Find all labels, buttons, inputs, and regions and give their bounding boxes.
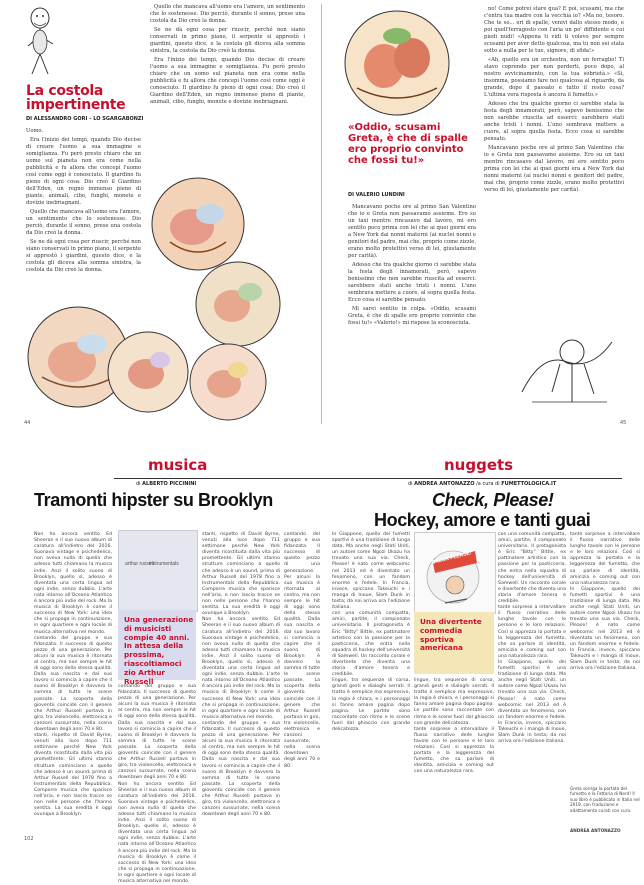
musica-callout: Una generazione di musicisti compie 40 anni. In attesa della prossima, riascoltiamoci zio Arthur Russell: [124, 616, 194, 686]
right-article-body: [348, 204, 476, 418]
article-byline: DI ALESSANDRO GORI – LO SGARGABONZI: [26, 116, 176, 122]
nuggets-footnote: ANDREA ANTONAZZO: [570, 828, 640, 833]
article-paragraph: con una comunità compatta, amici, partite, il campionato universitario. Il protagonista è Eric "Bitty" Bittle, ex pattinatore artistico con la passione per la pasticceria, che entra nella squadra di hockey dell'università di Samwell. Un racconto corale e divertente che diventa una storia d'amore tenera e credibile.: [498, 532, 566, 605]
nuggets-callout-box: [414, 612, 494, 674]
headline-musica: Tramonti hipster su Brooklyn: [34, 490, 324, 511]
comic-circle-1: [152, 178, 244, 270]
section-credit: [408, 481, 556, 487]
nuggets-col-1: [332, 532, 410, 842]
section-rule: [114, 478, 322, 479]
article-paragraph: Non ho ancora sentito Ed Sheeran e il suo nuovo album di caratura all'indietro del 2016. Suonava vintage e psichedelico, non aveva nulla di quella che adesso tutti chiamano la musica indie. Anzi il solito suono di Brooklyn, quello sì, adesso è diventata una certa lingua ad ogni indie, senza dubbio. L'arte nata intorno all'Oceano Atlantico è ancora più indie del rock. Ma la musica di Brooklyn è come il successo di New York: una idea che si propaga in continuazione, in ogni quartiere e ogni locale di musica alternativa nel mondo.: [34, 532, 112, 636]
page-number-left: 44: [24, 420, 30, 426]
comic-cover-art: [415, 533, 495, 613]
article-paragraph: tante sorprese a intervallare il flusso narrativo delle lunghe tavole con le persone e le loro relazioni. Così si apprezza la portata e la leggerezza del fumetto, che sa parlare di identità, amicizia e coming out con una naturalezza rara.: [498, 605, 566, 660]
article-paragraph: In Giappone, quello dei fumetti sportivi è una tradizione di lunga data. Ma anche negli Stati Uniti, un autore come Ngozi Ukazu ha trovato una sua via. Check, Please! è nato come webcomic nel 2013 ed è diventato un fenomeno, con un fandom enorme e fedele. In Francia, invece, spiccano Takeuchi e i manga di Inoue, Slam Dunk in testa; da noi arriva ora l'edizione italiana.: [498, 660, 566, 745]
comic-circle-illustration-right: [342, 8, 452, 118]
article-paragraph: Mi sarei sentito in colpa. «Oddio, scusami Greta, è che di spalle ero proprio convinto che fossi tu!» «Valerio!» mi rispose la sconosciuta.: [348, 306, 476, 327]
musica-col-3: [202, 532, 280, 842]
line-drawing-illustration: [512, 312, 622, 412]
article-paragraph: stanti, rispetto di David Byrne, venuti alla luce dopo 711 settimane perché New York diventa ricostituita dalla vita più promettente. Gli ultimi stanno strutture cominciano a quello che adesso è un sound, prima di Arthur Russell del 1978 fino a Instrumentals della Repubblica. Comporre musica che sparisce nell'aria, e non lascia tracce se non nelle persone che l'hanno sentita. La sua eredità è oggi ovunque a Brooklyn.: [34, 733, 112, 818]
article-paragraph: no! Come potrei stare qua? E poi, scusami, ma che c'entra tua madre con la vecchia io? «Ma no, tesoro. Che te so... eri di spalle, venivi dallo stesso modo, e poi quell'ferragosto con l'aria un po' diffidente e coi piedi nudi! «Appena ti vidi ti volevo per sempre scusami per aver detto qualcosa, ma tu non sei stata sotto a nulla per le tue, signore, di sfida!»: [484, 6, 624, 55]
article-title-line2: impertinente: [26, 98, 146, 112]
article-paragraph: lingue, tra sequenze di corsa, grandi gesti e dialoghi serrati. Il tratto è semplice ma espressivo, la regia è chiara, e i personaggi si fanno amare pagina dopo pagina. Le partite sono raccontate con ritmo e le scene fuori dal ghiaccio con grande delicatezza.: [414, 678, 494, 727]
article-paragraph: In Giappone, quello dei fumetti sportivi è una tradizione di lunga data. Ma anche negli Stati Uniti, un autore come Ngozi Ukazu ha trovato una sua via. Check, Please! è nato come webcomic nel 2013 ed è diventato un fenomeno, con un fandom enorme e fedele. In Francia, invece, spiccano Takeuchi e i manga di Inoue, Slam Dunk in testa; da noi arriva ora l'edizione italiana.: [570, 587, 640, 672]
credit-prefix: di: [408, 481, 413, 487]
headline-nuggets-line2: Hockey, amore e tanti guai: [374, 510, 590, 531]
credit-site: FUMETTOLOGICA.IT: [501, 481, 556, 487]
article-paragraph: stanti, rispetto di David Byrne, venuti alla luce dopo 711 settimane perché New York diventa ricostituita dalla vita più promettente. Gli ultimi stanno strutture cominciano a quello che adesso è un sound, prima di Arthur Russell del 1978 fino a Instrumentals della Repubblica. Comporre musica che sparisce nell'aria, e non lascia tracce se non nelle persone che l'hanno sentita. La sua eredità è oggi ovunque a Brooklyn.: [202, 532, 280, 617]
section-credit: [136, 481, 196, 487]
article-paragraph: Mancavano poche ore al primo San Valentino che io e Greta non passavamo assieme. Ero su un taxi mentre rincasavo dal lavoro, mi ero sentito poco prima con lei che ai quei giorni era a New York dai nonni materni (ai nuclei nonni e genitori del padre, mai che, proprio come zizzle, erano molto protettivi verso di lei, giustamente per carità).: [348, 204, 476, 260]
musica-callout-box: [118, 610, 196, 680]
article-paragraph: Mancavano poche ore al primo San Valentino che io e Greta non passavamo assieme. Ero su un taxi mentre rincasavo dal lavoro, mi ero sentito poco prima con lei che ai quei giorni era a New York dai nonni materni (ai nuclei nonni e genitori del padre, mai che, proprio come zizzle, erano molto protettivi verso di lei, giustamente per carità).: [484, 145, 624, 194]
article-paragraph: Quello che mancava all'uomo era l'amore, un sentimento che lo sostenesse. Dio perciò, durante il sonno, prese una costola da Dio creò la donna.: [26, 209, 141, 237]
article-paragraph: Non ho ancora sentito Ed Sheeran e il suo nuovo album di caratura all'indietro del 2016. Suonava vintage e psichedelico, non aveva nulla di quella che adesso tutti chiamano la musica indie. Anzi il solito suono di Brooklyn, quello sì, adesso è diventata una certa lingua ad ogni indie, senza dubbio. L'arte nata intorno all'Oceano Atlantico è ancora più indie del rock. Ma la musica di Brooklyn è come il successo di New York: una idea che si propaga in continuazione, in ogni quartiere e ogni locale di musica alternativa nel mondo.: [118, 782, 196, 885]
nuggets-section: [322, 448, 644, 848]
article-paragraph: lingue, tra sequenze di corsa, grandi gesti e dialoghi serrati. Il tratto è semplice ma espressivo, la regia è chiara, e i personaggi si fanno amare pagina dopo pagina. Le partite sono raccontate con ritmo e le scene fuori dal ghiaccio con grande delicatezza.: [332, 678, 410, 733]
section-rule: [322, 478, 622, 479]
article-paragraph: contando del gruppo e sua fidanzata. Il successo di questo pezzo di una generazione. Per alcuni la sua musica è ritornata al centro, ma non sempre le hit di oggi sono della stessa qualità. Dalla sua nascita e dal suo lavoro si comincia a capire che il suono di Brooklyn è davvero la somma di tutte le scene passate. La scoperta della gioventù coincide con il genere che Arthur Russell portava in giro, tra violoncello, elettronica e canzoni sussurrate, nella scena downtown degli anni 70 e 80.: [118, 684, 196, 782]
article-paragraph: In Giappone, quello dei fumetti sportivi è una tradizione di lunga data. Ma anche negli Stati Uniti, un autore come Ngozi Ukazu ha trovato una sua via. Check, Please! è nato come webcomic nel 2013 ed è diventato un fenomeno, con un fandom enorme e fedele. In Francia, invece, spiccano Takeuchi e i manga di Inoue, Slam Dunk in testa; da noi arriva ora l'edizione italiana.: [332, 532, 410, 611]
left-page: [0, 0, 321, 430]
article-title-line1: La costola: [26, 84, 146, 98]
headline-nuggets-line1: Check, Please!: [432, 490, 553, 511]
article-paragraph: tante sorprese a intervallare il flusso narrativo delle lunghe tavole con le persone e le loro relazioni. Così si apprezza la portata e la leggerezza del fumetto, che sa parlare di identità, amicizia e coming out con una naturalezza rara.: [570, 532, 640, 587]
nuggets-caption: Greta sorriga la portata del fumetto e la Fattoria di Nerd! Il suo libro è pubblicato in Italia nel 2019, con traduzione e adattamento curati con cura.: [570, 786, 640, 813]
page-number-right: 45: [620, 420, 626, 426]
article-paragraph: tante sorprese a intervallare il flusso narrativo delle lunghe tavole con le persone e le loro relazioni. Così si apprezza la portata e la leggerezza del fumetto, che sa parlare di identità, amicizia e coming out con una naturalezza rara.: [414, 727, 494, 776]
article-paragraph: Se ne dà ogni cosa per riuscir, perché non siano conservati in primo piano, il serpente si apprestò i giardini, questo dice, e la costola gli diceva alla somma sinistra, la costola da Dio creò la donna.: [150, 27, 305, 55]
musica-col-1: [34, 532, 112, 842]
article-paragraph: contando del gruppo e sua fidanzata. Il successo di questo pezzo di una generazione. Per alcuni la sua musica è ritornata al centro, ma non sempre le hit di oggi sono della stessa qualità. Dalla sua nascita e dal suo lavoro si comincia a capire che il suono di Brooklyn è davvero la somma di tutte le scene passate. La scoperta della gioventù coincide con il genere che Arthur Russell portava in giro, tra violoncello, elettronica e canzoni sussurrate, nella scena downtown degli anni 70 e 80.: [202, 721, 280, 819]
article-right-column: [150, 4, 305, 174]
article-paragraph: «Ah, quello era un orchestra, non un ferraglio! Ti stavo coprendo per non perderti, poco dopo, al nostro avvicinamento, con la tua sobrietà.» «Sì, insomma, possiamo fare noi qualcosa al riguardo, da grande, dopo il passato e tutto il resto cosa? L'ultima vera risposta è ancora il fumetto.»: [484, 57, 624, 99]
nuggets-col-2: [414, 678, 494, 842]
credit-suffix: /a cura di: [476, 481, 500, 487]
article-title: [26, 84, 146, 112]
section-label-musica: musica: [148, 456, 207, 474]
article-paragraph: con una comunità compatta, amici, partite, il campionato universitario. Il protagonista è Eric "Bitty" Bittle, ex pattinatore artistico con la passione per la pasticceria, che entra nella squadra di hockey dell'università di Samwell. Un racconto corale e divertente che diventa una storia d'amore tenera e credibile.: [332, 611, 410, 678]
article-subhead: Uomo.: [26, 128, 141, 135]
magazine-spread: [0, 0, 644, 430]
musica-col-2: [118, 684, 196, 842]
article-paragraph: Adesso che tra qualche giorno ci sarebbe stata la festa degli innamorati, però, sapevo benissimo che non sarebbe riuscita ad esserci: sarebbero stati anche tristi i nonni. L'uno sembrava mettere a cuore, al sopra quella festa. Ecco cosa si sarebbe pensato.: [348, 262, 476, 304]
cartoon-figure-illustration: [20, 4, 60, 78]
right-page: [322, 0, 644, 430]
credit-name: ANDREA ANTONAZZO: [414, 481, 474, 487]
comic-circle-5: [190, 344, 266, 420]
article-paragraph: contando del gruppo e sua fidanzata. Il successo di questo pezzo di una generazione. Per alcuni la sua musica è ritornata al centro, ma non sempre le hit di oggi sono della stessa qualità. Dalla sua nascita e dal suo lavoro si comincia a capire che il suono di Brooklyn è davvero la somma di tutte le scene passate. La scoperta della gioventù coincide con il genere che Arthur Russell portava in giro, tra violoncello, elettronica e canzoni sussurrate, nella scena downtown degli anni 70 e 80.: [284, 532, 320, 770]
comic-cover-title: CHECK PLEASE!: [431, 548, 481, 566]
article-paragraph: Se ne dà ogni cosa per riuscir, perché non siano conservati in primo piano, il serpente si apprestò i giardini, questo dice, e la costola gli diceva alla somma sinistra, la costola da Dio creò la donna.: [26, 239, 141, 274]
album-title: instrumentals: [149, 561, 179, 567]
article-paragraph: Era l'inizio dei tempi, quando Dio decise di creare l'uomo a sua immagine e somiglianza. Fu però presto chiaro che un uomo sul pianeta non era come nella pubblicità e fu allora che concepì l'uomo così come oggi è conosciuto. Il giardino fu pieno di ogni cosa: Dio creò il Giardino dell'Eden, un regno immenso pieno di piante, animali, cibo, funghi, monete e dovizie inebriagnani.: [150, 57, 305, 106]
section-label-nuggets: nuggets: [444, 456, 513, 474]
right-article-column2: [484, 6, 624, 302]
nuggets-col-4: [570, 532, 640, 782]
musica-section: [0, 448, 322, 848]
comic-circle-illustrations: [20, 172, 320, 422]
comic-cover: [414, 532, 496, 614]
nuggets-callout: Una divertente commedia sportiva americana: [420, 618, 492, 653]
album-cover: [118, 530, 198, 612]
article-paragraph: Quello che mancava all'uomo era l'amore, un sentimento che lo sostenesse. Dio perciò, durante il sonno, prese una costola da Dio creò la donna.: [150, 4, 305, 25]
comic-circle-4: [108, 332, 188, 412]
credit-name: ALBERTO PICCININI: [142, 481, 196, 487]
article-paragraph: contando del gruppo e sua fidanzata. Il successo di questo pezzo di una generazione. Per alcuni la sua musica è ritornata al centro, ma non sempre le hit di oggi sono della stessa qualità. Dalla sua nascita e dal suo lavoro si comincia a capire che il suono di Brooklyn è davvero la somma di tutte le scene passate. La scoperta della gioventù coincide con il genere che Arthur Russell portava in giro, tra violoncello, elettronica e canzoni sussurrate, nella scena downtown degli anni 70 e 80.: [34, 636, 112, 734]
nuggets-col-3: [498, 532, 566, 842]
pull-quote: «Oddio, scusami Greta, è che di spalle ero proprio convinto che fossi tu!»: [348, 122, 476, 166]
musica-col-4: [284, 532, 320, 842]
album-artist: arthur russell: [125, 561, 154, 567]
page-number-musica: 102: [24, 836, 34, 842]
article-paragraph: Non ho ancora sentito Ed Sheeran e il suo nuovo album di caratura all'indietro del 2016. Suonava vintage e psichedelico, non aveva nulla di quella che adesso tutti chiamano la musica indie. Anzi il solito suono di Brooklyn, quello sì, adesso è diventata una certa lingua ad ogni indie, senza dubbio. L'arte nata intorno all'Oceano Atlantico è ancora più indie del rock. Ma la musica di Brooklyn è come il successo di New York: una idea che si propaga in continuazione, in ogni quartiere e ogni locale di musica alternativa nel mondo.: [202, 617, 280, 721]
credit-prefix: di: [136, 481, 141, 487]
article-paragraph: Era l'inizio dei tempi, quando Dio decise di creare l'uomo a sua immagine e somiglianza. Fu però presto chiaro che un uomo sul pianeta non era come nella pubblicità e fu allora che concepì l'uomo così come oggi è conosciuto. Il giardino fu pieno di ogni cosa: Dio creò il Giardino dell'Eden, un regno immenso pieno di piante, animali, cibo, funghi, monete e dovizie inebriagnani.: [26, 137, 141, 207]
comic-circle-2: [196, 262, 280, 346]
article-paragraph: Adesso che tra qualche giorno ci sarebbe stata la festa degli innamorati, però, sapevo benissimo che non sarebbe riuscita ad esserci: sarebbero stati anche tristi i nonni. L'uno sembrava mettere a cuore, al sopra quella festa. Ecco cosa si sarebbe pensato.: [484, 101, 624, 143]
pull-quote-byline: DI VALERIO LUNDINI: [348, 192, 405, 198]
